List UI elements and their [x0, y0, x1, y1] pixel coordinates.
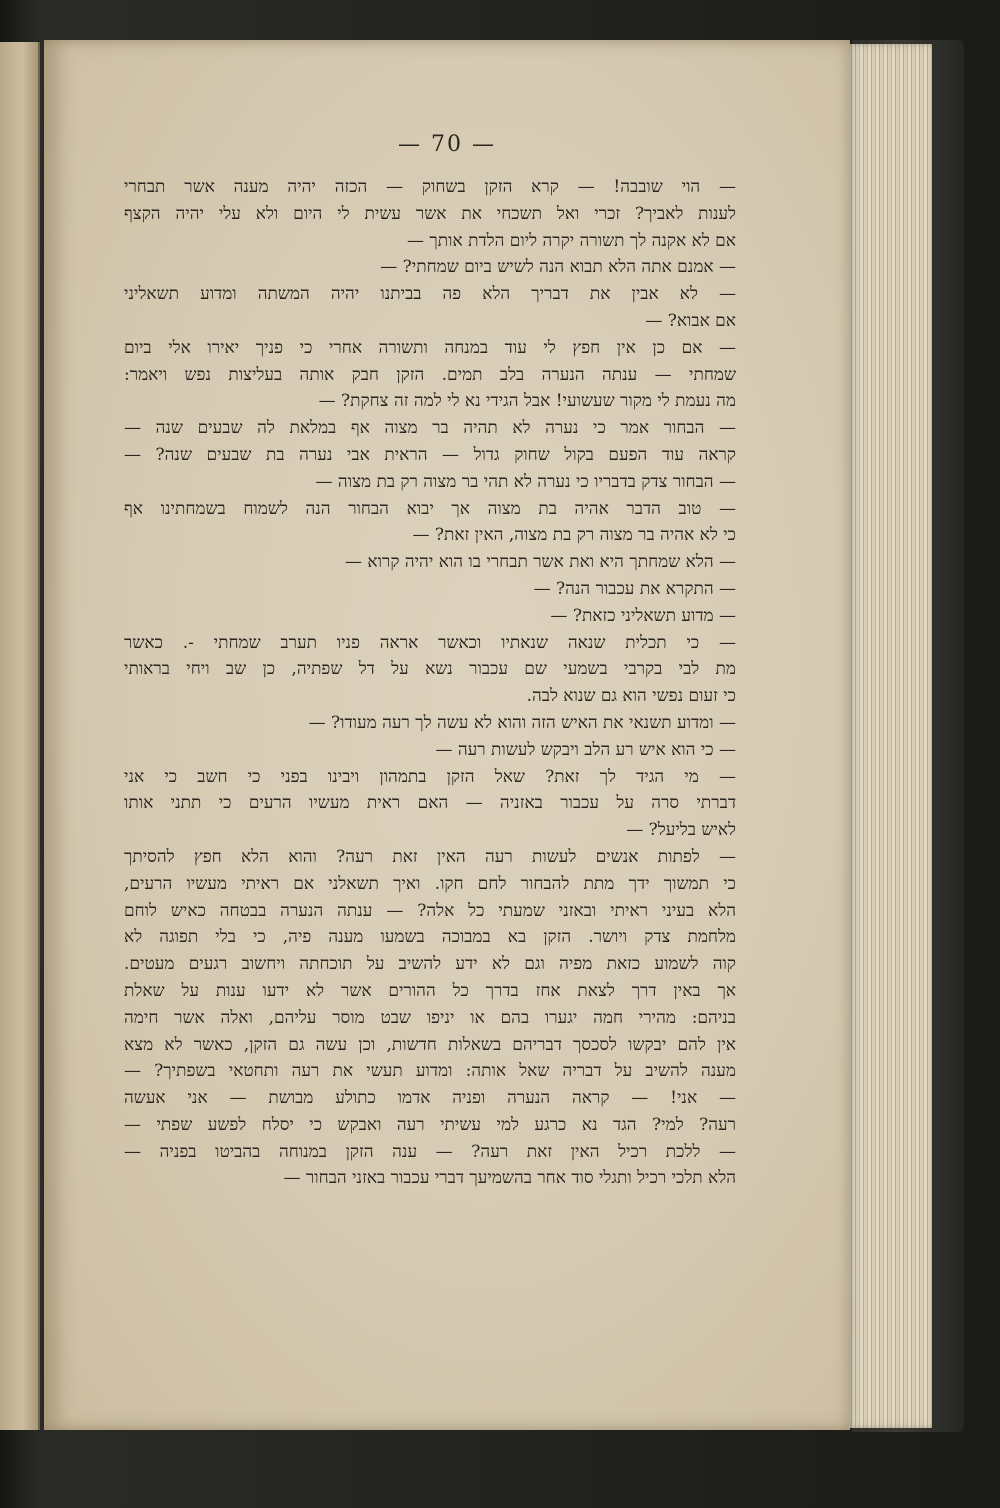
text-line: — אני! — קראה הנערה ופניה אדמו כתולע מבושת — אני אעשה — [124, 1088, 736, 1109]
text-line: אין להם יבקשו לסכסך דבריהם בשאלות חדשות, וכן עשה גם הזקן, כאשר לא מצא — [124, 1034, 736, 1055]
text-line: מה נעמת לי מקור שעשועי! אבל הגידי נא לי למה זה צחקת? — — [318, 391, 736, 412]
text-line: — לא אבין את דבריך הלא פה בביתנו יהיה המשתה ומדוע תשאליני — [124, 284, 736, 305]
text-line: בניהם: מהירי חמה יגערו בהם או יניפו שבט מוסר עליהם, ואלה אשר חימה — [124, 1007, 736, 1028]
page-edges — [848, 44, 932, 1428]
text-line: אך באין דרך לצאת אחז בדרך כל ההורים אשר לא ידעו ענות על שאלת — [124, 980, 736, 1001]
text-line: — התקרא את עכבור הנה? — — [533, 578, 736, 599]
book-page — [44, 40, 850, 1430]
text-line: — אם כן אין חפץ לי עוד במנחה ותשורה אחרי כי פניך יאירו אלי ביום — [124, 337, 736, 358]
text-line: — מי הגיד לך זאת? שאל הזקן בתמהון ויבינו בפני כי חשב כי אני — [124, 766, 736, 787]
text-line: הלא בעיני ראיתי ובאזני שמעתי כל אלה? — ענתה הנערה בבטחה כאיש לוחם — [124, 900, 736, 921]
text-line: מת לבי בקרבי בשמעי שם עכבור נשא על דל שפתיה, כן שב ויחי בראותי — [124, 659, 736, 680]
text-line: — לפתות אנשים לעשות רעה האין זאת רעה? והוא הלא חפץ להסיתך — [124, 846, 736, 867]
text-line: דברתי סרה על עכבור באזניה — האם ראית מעשיו הרעים כי תתני אותו — [124, 793, 736, 814]
text-line: לאיש בליעל? — — [626, 820, 736, 841]
text-line: מענה להשיב על דבריה שאל אותה: ומדוע תעשי את רעה ותחטאי בשפתיך? — — [124, 1061, 736, 1082]
text-line: — מדוע תשאליני כזאת? — — [550, 605, 736, 626]
text-line: אם אבוא? — — [645, 310, 736, 331]
text-line: לענות לאביך? זכרי ואל תשכחי את אשר עשית לי היום ולא עלי יהיה הקצף — [124, 203, 736, 224]
text-line: — הוי שובבה! — קרא הזקן בשחוק — הכזה יהיה מענה אשר תבחרי — [124, 177, 736, 197]
text-line: — הלא שמחתך היא ואת אשר תבחרי בו הוא יהיה קרוא — — [345, 552, 736, 573]
text-line: כי תמשוך ידך מתת להבחור לחם חקו. ואיך תשאלני אם ראיתי מעשיו הרעים, — [124, 873, 736, 894]
text-line: שמחתי — ענתה הנערה בלב תמים. הזקן חבק אותה בעליצות נפש ויאמר: — [124, 364, 736, 385]
facing-page-edge — [0, 42, 40, 1430]
text-line: הלא תלכי רכיל ותגלי סוד אחר בהשמיעך דברי עכבור באזני הבחור — — [283, 1168, 736, 1189]
text-line: — ומדוע תשנאי את האיש הזה והוא לא עשה לך רעה מעודו? — — [308, 712, 736, 733]
text-line: — ללכת רכיל האין זאת רעה? — ענה הזקן במנוחה בהביטו בפניה — — [124, 1141, 736, 1162]
text-line: כי לא אהיה בר מצוה רק בת מצוה, האין זאת? — — [412, 525, 736, 546]
text-line: — טוב הדבר אהיה בת מצוה אך יבוא הבחור הנה לשמוח בשמחתינו אף — [124, 498, 736, 519]
text-line: קראה עוד הפעם בקול שחוק גדול — הראית אבי נערה בת שבעים שנה? — — [124, 444, 736, 465]
page-number: — 70 — — [398, 132, 496, 157]
text-line: — אמנם אתה הלא תבוא הנה לשיש ביום שמחתי? — — [380, 257, 736, 278]
page-text — [124, 174, 736, 1192]
text-line: — הבחור צדק בדבריו כי נערה לא תהי בר מצוה רק בת מצוה — — [315, 471, 736, 492]
text-line: — כי תכלית שנאה שנאתיו וכאשר אראה פניו תערב שמחתי -. כאשר — [124, 632, 736, 653]
text-line: כי זעום נפשי הוא גם שנוא לבה. — [526, 686, 736, 707]
text-line: אם לא אקנה לך תשורה יקרה ליום הלדת אותך — — [407, 230, 736, 251]
text-line: מלחמת צדק ויושר. הזקן בא במבוכה בשמעו מענה פיה, כי בלי תפוגה לא — [124, 927, 736, 948]
text-line: — הבחור אמר כי נערה לא תהיה בר מצוה אף במלאת לה שבעים שנה — — [124, 418, 736, 439]
text-line: קוה לשמוע כזאת מפיה וגם לא ידע להשיב על תוכחתה ויחשוב רגעים מעטים. — [124, 954, 736, 975]
text-line: רעה? למי? הגד נא כרגע למי עשיתי רעה ואבקש כי יסלח לפשע שפתי — — [124, 1114, 736, 1135]
text-line: — כי הוא איש רע הלב ויבקש לעשות רעה — — [435, 739, 736, 760]
